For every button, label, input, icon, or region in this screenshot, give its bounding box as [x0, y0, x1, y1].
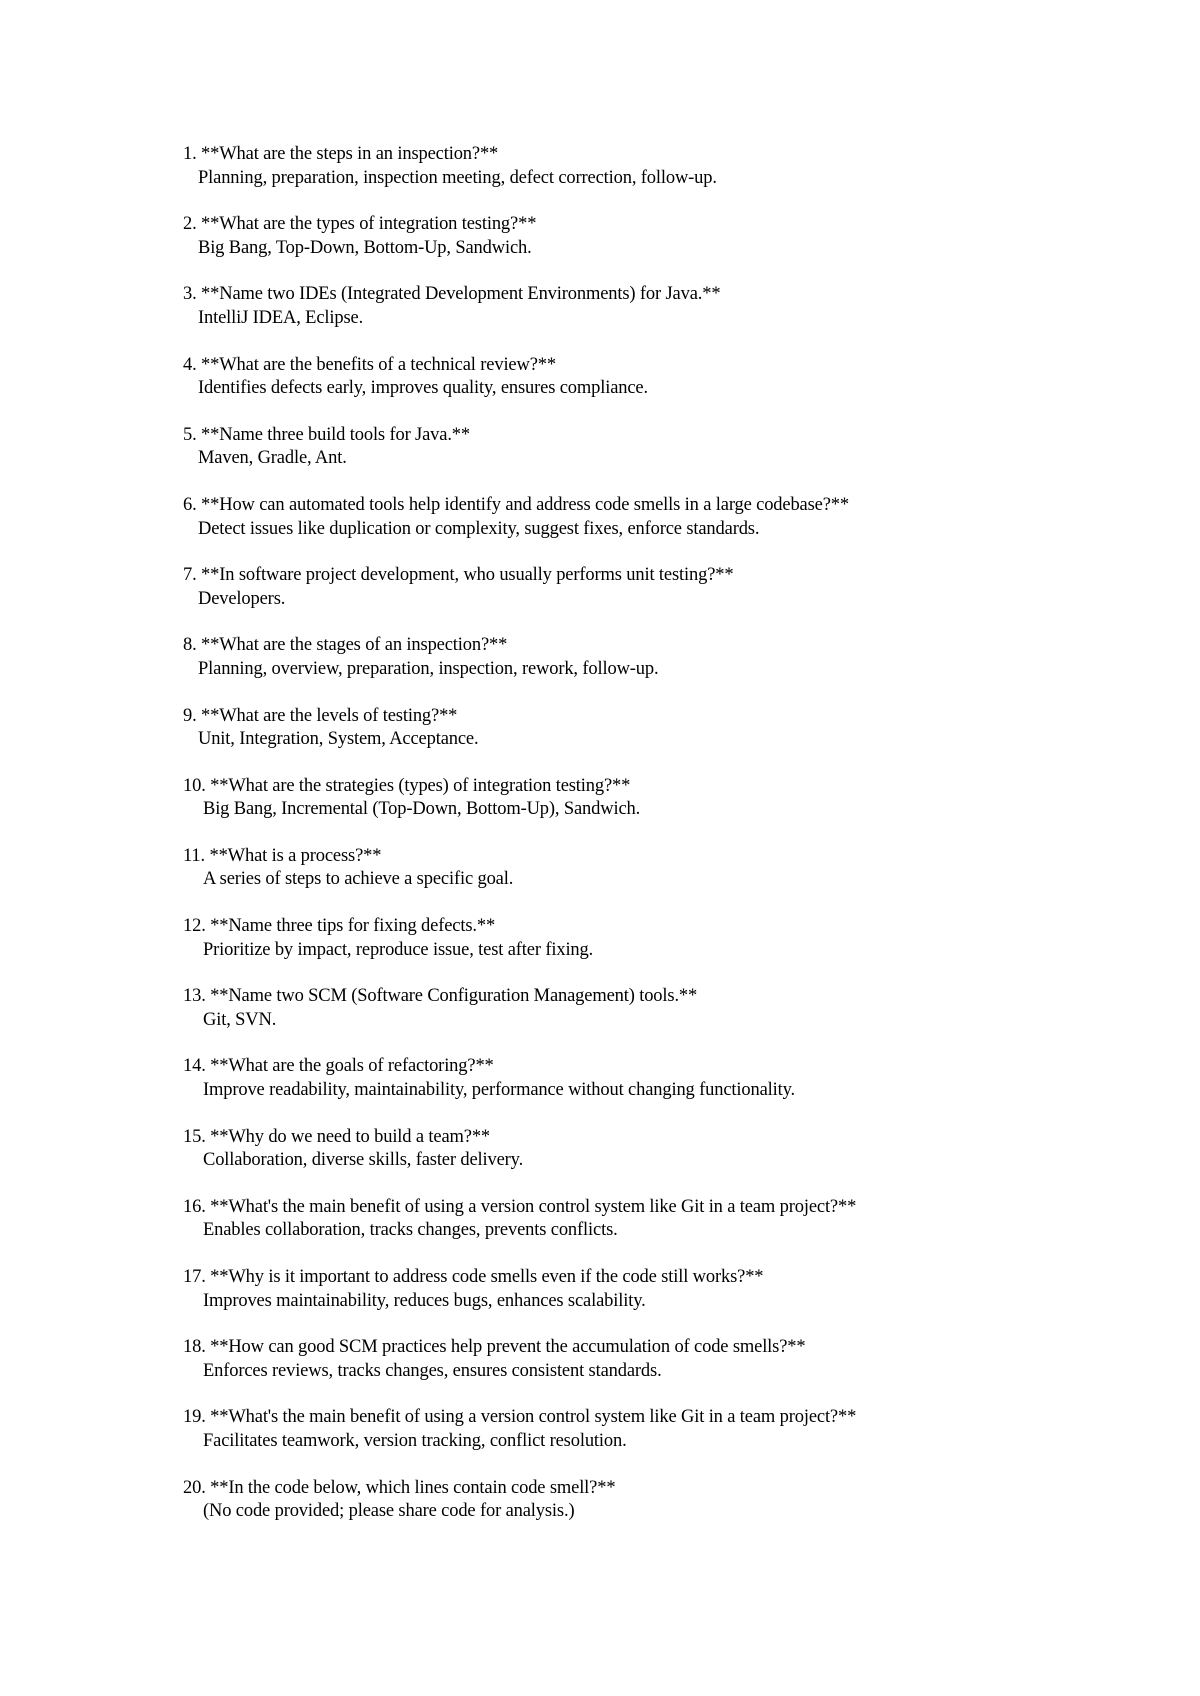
- qa-item: [183, 985, 1143, 1032]
- qa-item: [183, 564, 1143, 611]
- question-text: 8. **What are the stages of an inspection?**: [183, 635, 508, 656]
- answer-text: IntelliJ IDEA, Eclipse.: [198, 307, 364, 328]
- question-text: 9. **What are the levels of testing?**: [183, 705, 458, 726]
- answer-text: Planning, overview, preparation, inspection, rework, follow-up.: [198, 658, 659, 679]
- qa-item: [183, 1055, 1143, 1102]
- question-text: 12. **Name three tips for fixing defects.**: [183, 916, 496, 937]
- answer-text: Unit, Integration, System, Acceptance.: [198, 729, 479, 750]
- qa-item: [183, 775, 1143, 822]
- answer-text: Identifies defects early, improves quality, ensures compliance.: [198, 378, 648, 399]
- question-text: 11. **What is a process?**: [183, 845, 382, 866]
- question-text: 13. **Name two SCM (Software Configuration Management) tools.**: [183, 986, 698, 1007]
- qa-item: [183, 1336, 1143, 1383]
- answer-text: Enforces reviews, tracks changes, ensures consistent standards.: [203, 1360, 662, 1381]
- answer-text: Big Bang, Incremental (Top-Down, Bottom-Up), Sandwich.: [203, 799, 641, 820]
- qa-item: [183, 143, 1143, 190]
- answer-text: Developers.: [198, 588, 286, 609]
- answer-text: Facilitates teamwork, version tracking, conflict resolution.: [203, 1430, 627, 1451]
- question-text: 16. **What's the main benefit of using a version control system like Git in a team project?**: [183, 1196, 857, 1217]
- answer-text: Enables collaboration, tracks changes, prevents conflicts.: [203, 1220, 618, 1241]
- qa-item: [183, 354, 1143, 401]
- qa-item: [183, 845, 1143, 892]
- qa-item: [183, 705, 1143, 752]
- qa-item: [183, 1126, 1143, 1173]
- qa-item: [183, 494, 1143, 541]
- question-text: 3. **Name two IDEs (Integrated Development Environments) for Java.**: [183, 284, 721, 305]
- question-text: 15. **Why do we need to build a team?**: [183, 1126, 491, 1147]
- answer-text: Planning, preparation, inspection meeting, defect correction, follow-up.: [198, 167, 717, 188]
- question-text: 5. **Name three build tools for Java.**: [183, 424, 470, 445]
- question-text: 18. **How can good SCM practices help prevent the accumulation of code smells?**: [183, 1337, 806, 1358]
- answer-text: Maven, Gradle, Ant.: [198, 448, 347, 469]
- question-text: 14. **What are the goals of refactoring?**: [183, 1056, 494, 1077]
- answer-text: Improve readability, maintainability, performance without changing functionality.: [203, 1080, 795, 1101]
- answer-text: Detect issues like duplication or complexity, suggest fixes, enforce standards.: [198, 518, 760, 539]
- answer-text: Git, SVN.: [203, 1009, 277, 1030]
- qa-item: [183, 1477, 1143, 1524]
- question-text: 7. **In software project development, who usually performs unit testing?**: [183, 565, 734, 586]
- question-text: 17. **Why is it important to address code smells even if the code still works?**: [183, 1267, 764, 1287]
- question-text: 19. **What's the main benefit of using a version control system like Git in a team project?**: [183, 1407, 857, 1428]
- answer-text: (No code provided; please share code for analysis.): [203, 1501, 575, 1522]
- qa-item: [183, 1196, 1143, 1243]
- question-text: 20. **In the code below, which lines contain code smell?**: [183, 1477, 616, 1498]
- question-text: 6. **How can automated tools help identify and address code smells in a large codebase?**: [183, 494, 849, 515]
- answer-text: Big Bang, Top-Down, Bottom-Up, Sandwich.: [198, 237, 532, 258]
- qa-item: [183, 1266, 1143, 1313]
- qa-item: [183, 1406, 1143, 1453]
- question-text: 1. **What are the steps in an inspection?**: [183, 144, 499, 164]
- question-text: 2. **What are the types of integration testing?**: [183, 214, 537, 235]
- answer-text: Prioritize by impact, reproduce issue, test after fixing.: [203, 939, 594, 960]
- qa-item: [183, 213, 1143, 260]
- answer-text: A series of steps to achieve a specific goal.: [203, 869, 514, 890]
- qa-item: [183, 424, 1143, 471]
- qa-item: [183, 915, 1143, 962]
- document-page: [183, 143, 1143, 1547]
- answer-text: Collaboration, diverse skills, faster delivery.: [203, 1150, 524, 1171]
- question-text: 4. **What are the benefits of a technical review?**: [183, 354, 556, 375]
- qa-item: [183, 634, 1143, 681]
- answer-text: Improves maintainability, reduces bugs, enhances scalability.: [203, 1290, 646, 1311]
- qa-item: [183, 283, 1143, 330]
- question-text: 10. **What are the strategies (types) of integration testing?**: [183, 775, 631, 796]
